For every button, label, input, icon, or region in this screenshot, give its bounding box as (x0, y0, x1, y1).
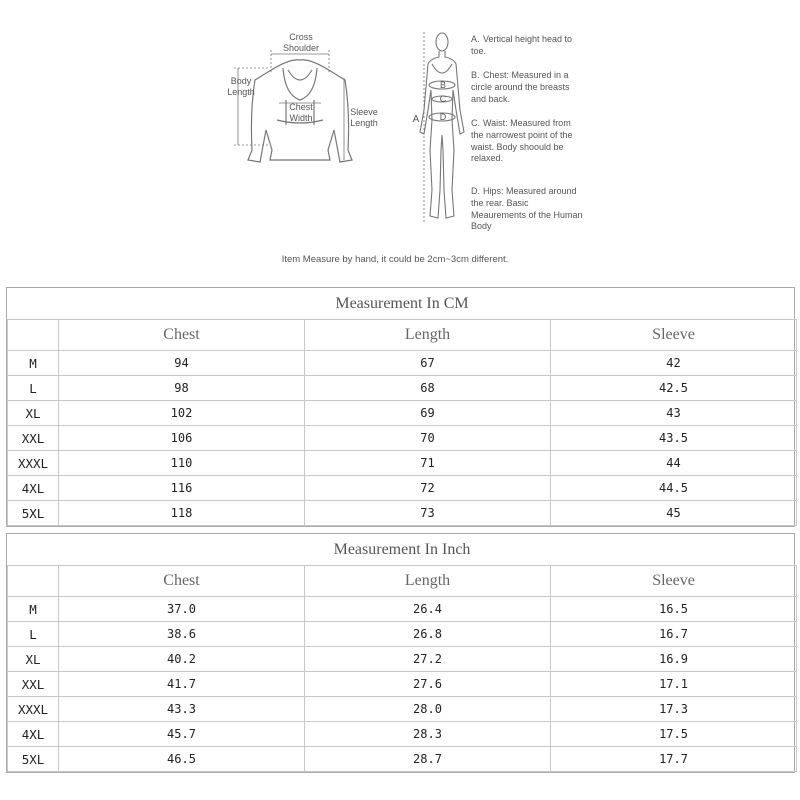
sleeve-cell: 43 (551, 401, 797, 426)
length-cell: 68 (305, 376, 551, 401)
body-sketch (420, 33, 464, 218)
inch-size-table (6, 533, 795, 773)
table-row (8, 697, 797, 722)
body-letter-d: D (439, 112, 447, 122)
inch-header-length: Length (305, 566, 551, 597)
size-cell: XXXL (8, 451, 59, 476)
inch-header-chest: Chest (59, 566, 305, 597)
length-cell: 27.2 (305, 647, 551, 672)
chest-cell: 43.3 (59, 697, 305, 722)
table-row (8, 672, 797, 697)
sleeve-cell: 43.5 (551, 426, 797, 451)
garment-and-body-illustration (0, 0, 800, 280)
chest-cell: 102 (59, 401, 305, 426)
inch-header-size (8, 566, 59, 597)
cross-shoulder-label: Cross Shoulder (282, 32, 320, 53)
note-b: B. Chest: Measured in a circle around the breasts and back. (471, 70, 570, 104)
length-cell: 67 (305, 351, 551, 376)
chest-cell: 38.6 (59, 622, 305, 647)
length-cell: 27.6 (305, 672, 551, 697)
sleeve-cell: 44.5 (551, 476, 797, 501)
chest-cell: 45.7 (59, 722, 305, 747)
length-cell: 70 (305, 426, 551, 451)
chest-cell: 110 (59, 451, 305, 476)
size-cell: XXL (8, 426, 59, 451)
sleeve-cell: 17.5 (551, 722, 797, 747)
length-cell: 26.8 (305, 622, 551, 647)
table-row (8, 597, 797, 622)
size-cell: 4XL (8, 722, 59, 747)
note-d: D. Hips: Measured around the rear. Basic Meaurements of the Human Body (471, 186, 583, 232)
cm-header-sleeve: Sleeve (551, 320, 797, 351)
size-cell: XL (8, 647, 59, 672)
size-cell: XL (8, 401, 59, 426)
length-cell: 28.3 (305, 722, 551, 747)
inch-header-sleeve: Sleeve (551, 566, 797, 597)
table-row (8, 747, 797, 772)
chest-cell: 46.5 (59, 747, 305, 772)
size-cell: 4XL (8, 476, 59, 501)
sleeve-cell: 44 (551, 451, 797, 476)
length-cell: 26.4 (305, 597, 551, 622)
sleeve-cell: 16.5 (551, 597, 797, 622)
length-cell: 72 (305, 476, 551, 501)
size-cell: XXXL (8, 697, 59, 722)
note-a: A. Vertical height head to toe. (471, 34, 573, 56)
table-row (8, 647, 797, 672)
chest-width-label: Chest Width (289, 102, 313, 123)
cm-header-length: Length (305, 320, 551, 351)
measure-caption: Item Measure by hand, it could be 2cm~3cm different. (281, 254, 509, 265)
sleeve-cell: 16.9 (551, 647, 797, 672)
size-cell: XXL (8, 672, 59, 697)
cm-size-table (6, 287, 795, 527)
chest-cell: 40.2 (59, 647, 305, 672)
table-row (8, 622, 797, 647)
size-cell: 5XL (8, 747, 59, 772)
body-letter-c: C (439, 94, 447, 104)
size-cell: M (8, 351, 59, 376)
sleeve-length-label: Sleeve Length (350, 107, 378, 128)
chest-cell: 41.7 (59, 672, 305, 697)
table-row (8, 401, 797, 426)
table-row (8, 351, 797, 376)
sleeve-cell: 16.7 (551, 622, 797, 647)
length-cell: 73 (305, 501, 551, 526)
length-cell: 69 (305, 401, 551, 426)
measurement-diagram (0, 0, 800, 280)
chest-cell: 37.0 (59, 597, 305, 622)
size-cell: 5XL (8, 501, 59, 526)
table-row (8, 476, 797, 501)
cm-header-row (8, 320, 797, 351)
sleeve-cell: 42.5 (551, 376, 797, 401)
sleeve-cell: 17.3 (551, 697, 797, 722)
body-length-label: Body Length (227, 76, 255, 97)
length-cell: 28.7 (305, 747, 551, 772)
table-row (8, 451, 797, 476)
table-row (8, 722, 797, 747)
note-c: C. Waist: Measured from the narrowest point of the waist. Body shoould be relaxed. (471, 118, 573, 164)
inch-table-title: Measurement In Inch (8, 534, 797, 566)
inch-header-row (8, 566, 797, 597)
chest-cell: 94 (59, 351, 305, 376)
size-cell: L (8, 622, 59, 647)
cm-header-chest: Chest (59, 320, 305, 351)
chest-cell: 116 (59, 476, 305, 501)
sleeve-cell: 42 (551, 351, 797, 376)
sleeve-cell: 17.1 (551, 672, 797, 697)
chest-cell: 118 (59, 501, 305, 526)
chest-cell: 106 (59, 426, 305, 451)
cm-header-size (8, 320, 59, 351)
chest-cell: 98 (59, 376, 305, 401)
size-cell: L (8, 376, 59, 401)
body-letter-b: B (439, 80, 446, 90)
length-cell: 71 (305, 451, 551, 476)
table-row (8, 501, 797, 526)
body-letter-a: A (412, 114, 420, 125)
length-cell: 28.0 (305, 697, 551, 722)
table-row (8, 426, 797, 451)
sleeve-cell: 45 (551, 501, 797, 526)
sleeve-cell: 17.7 (551, 747, 797, 772)
cm-table-title: Measurement In CM (8, 288, 797, 320)
table-row (8, 376, 797, 401)
size-cell: M (8, 597, 59, 622)
